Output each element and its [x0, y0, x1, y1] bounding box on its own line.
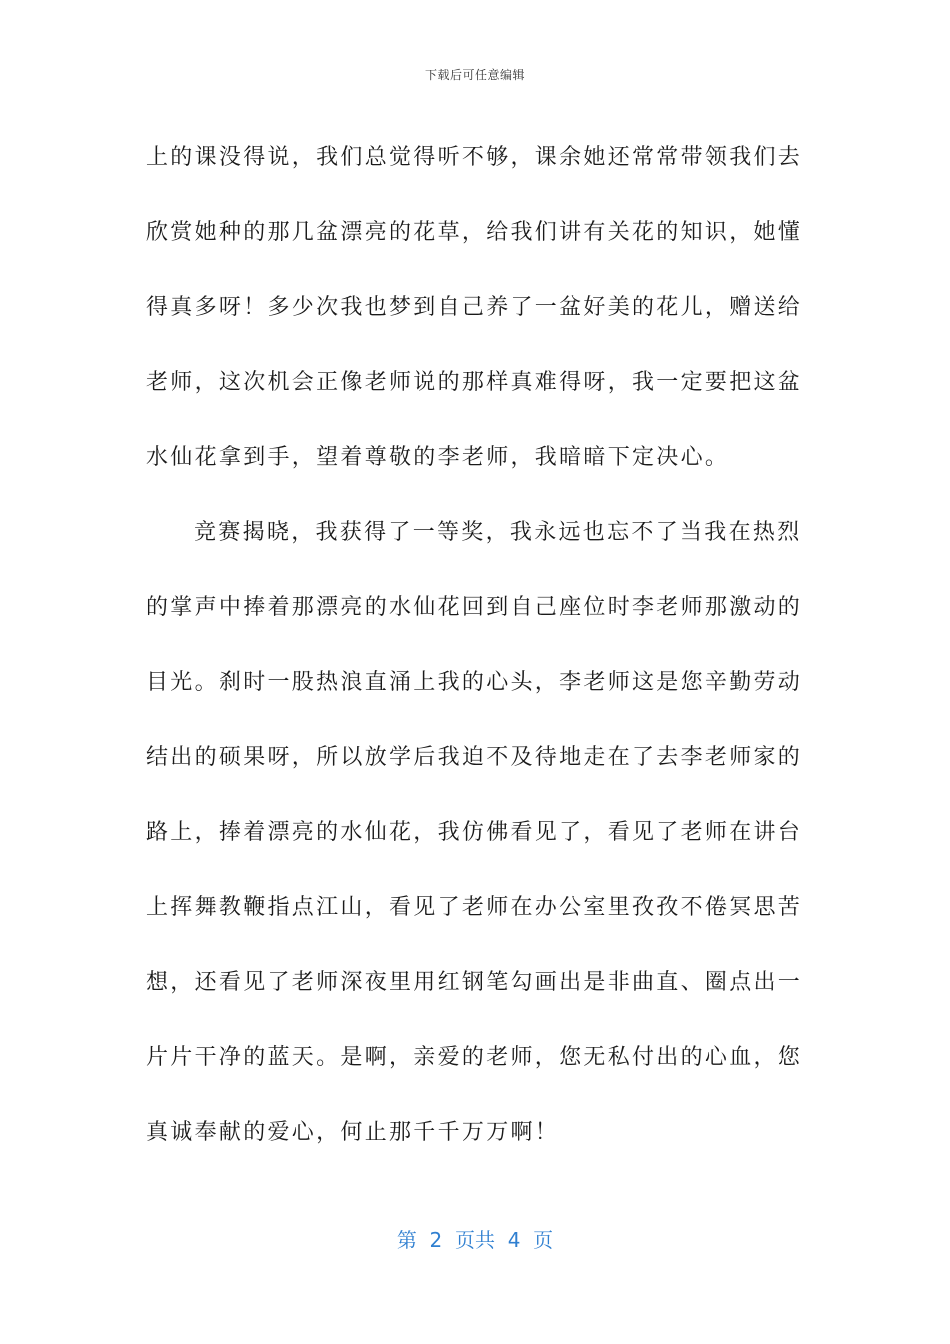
text-line: 上的课没得说，我们总觉得听不够，课余她还常常带领我们去: [146, 145, 803, 170]
text-line: 真诚奉献的爱心，何止那千千万万啊！: [146, 1120, 560, 1145]
paragraph-2: [146, 495, 803, 1170]
text-line: 欣赏她种的那几盆漂亮的花草，给我们讲有关花的知识，她懂: [146, 220, 803, 245]
text-line: 路上，捧着漂亮的水仙花，我仿佛看见了，看见了老师在讲台: [146, 820, 803, 845]
text-line: 上挥舞教鞭指点江山，看见了老师在办公室里孜孜不倦冥思苦: [146, 895, 803, 920]
text-line: 老师，这次机会正像老师说的那样真难得呀，我一定要把这盆: [146, 370, 803, 395]
text-line: 水仙花拿到手，望着尊敬的李老师，我暗暗下定决心。: [146, 445, 730, 470]
text-line: 目光。刹时一股热浪直涌上我的心头，李老师这是您辛勤劳动: [146, 670, 803, 695]
text-line: 结出的硕果呀，所以放学后我迫不及待地走在了去李老师家的: [146, 745, 803, 770]
body-text: [146, 120, 803, 1170]
text-line: 想，还看见了老师深夜里用红钢笔勾画出是非曲直、圈点出一: [146, 970, 803, 995]
text-line: 片片干净的蓝天。是啊，亲爱的老师，您无私付出的心血，您: [146, 1045, 803, 1070]
paragraph-1: [146, 120, 803, 495]
text-line: 竞赛揭晓，我获得了一等奖，我永远也忘不了当我在热烈: [194, 520, 802, 545]
text-line: 得真多呀！多少次我也梦到自己养了一盆好美的花儿，赠送给: [146, 295, 803, 320]
text-line: 的掌声中捧着那漂亮的水仙花回到自己座位时李老师那激动的: [146, 595, 803, 620]
page-number-footer: 第 2 页共 4 页: [396, 1228, 554, 1252]
header-note: 下载后可任意编辑: [424, 68, 525, 82]
